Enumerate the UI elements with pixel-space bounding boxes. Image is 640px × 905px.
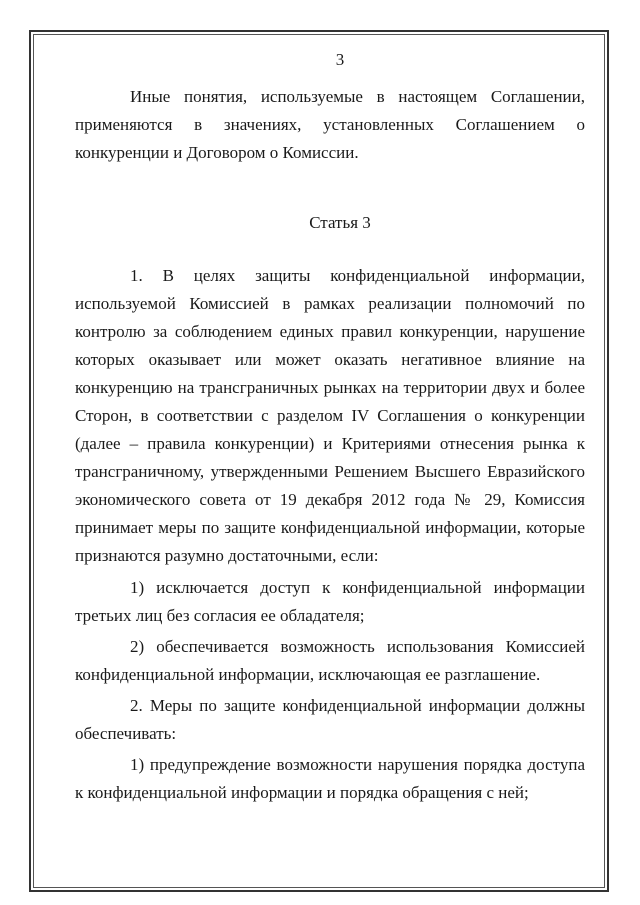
paragraph-subclause-1-2: 2) обеспечивается возможность использования Комиссией конфиденциальной информации, исключающая ее разглашение.	[75, 637, 585, 684]
paragraph-clause-1: 1. В целях защиты конфиденциальной информации, используемой Комиссией в рамках реализации полномочий по контролю за соблюдением единых правил конкуренции, нарушение которых оказывает или может оказать негативное влияние на конкуренцию на трансграничных рынках на территории двух и более Сторон, в соответствии с разделом IV Соглашения о конкуренции (далее – правила конкуренции) и Критериями отнесения рынка к трансграничному, утвержденными Решением Высшего Евразийского экономического совета от 19 декабря 2012 года № 29, Комиссия принимает меры по защите конфиденциальной информации, которые признаются разумно достаточными, если:	[75, 266, 585, 565]
document-body	[75, 48, 585, 807]
paragraph-clause-2: 2. Меры по защите конфиденциальной информации должны обеспечивать:	[75, 696, 585, 743]
intro-paragraph: Иные понятия, используемые в настоящем Соглашении, применяются в значениях, установленных Соглашением о конкуренции и Договором о Комиссии.	[75, 87, 585, 162]
paragraph-subclause-2-1: 1) предупреждение возможности нарушения порядка доступа к конфиденциальной информации и порядка обращения с ней;	[75, 755, 585, 802]
page-number: 3	[335, 50, 345, 69]
article-title: Статья 3	[309, 213, 371, 232]
paragraph-subclause-1-1: 1) исключается доступ к конфиденциальной информации третьих лиц без согласия ее обладателя;	[75, 578, 585, 625]
